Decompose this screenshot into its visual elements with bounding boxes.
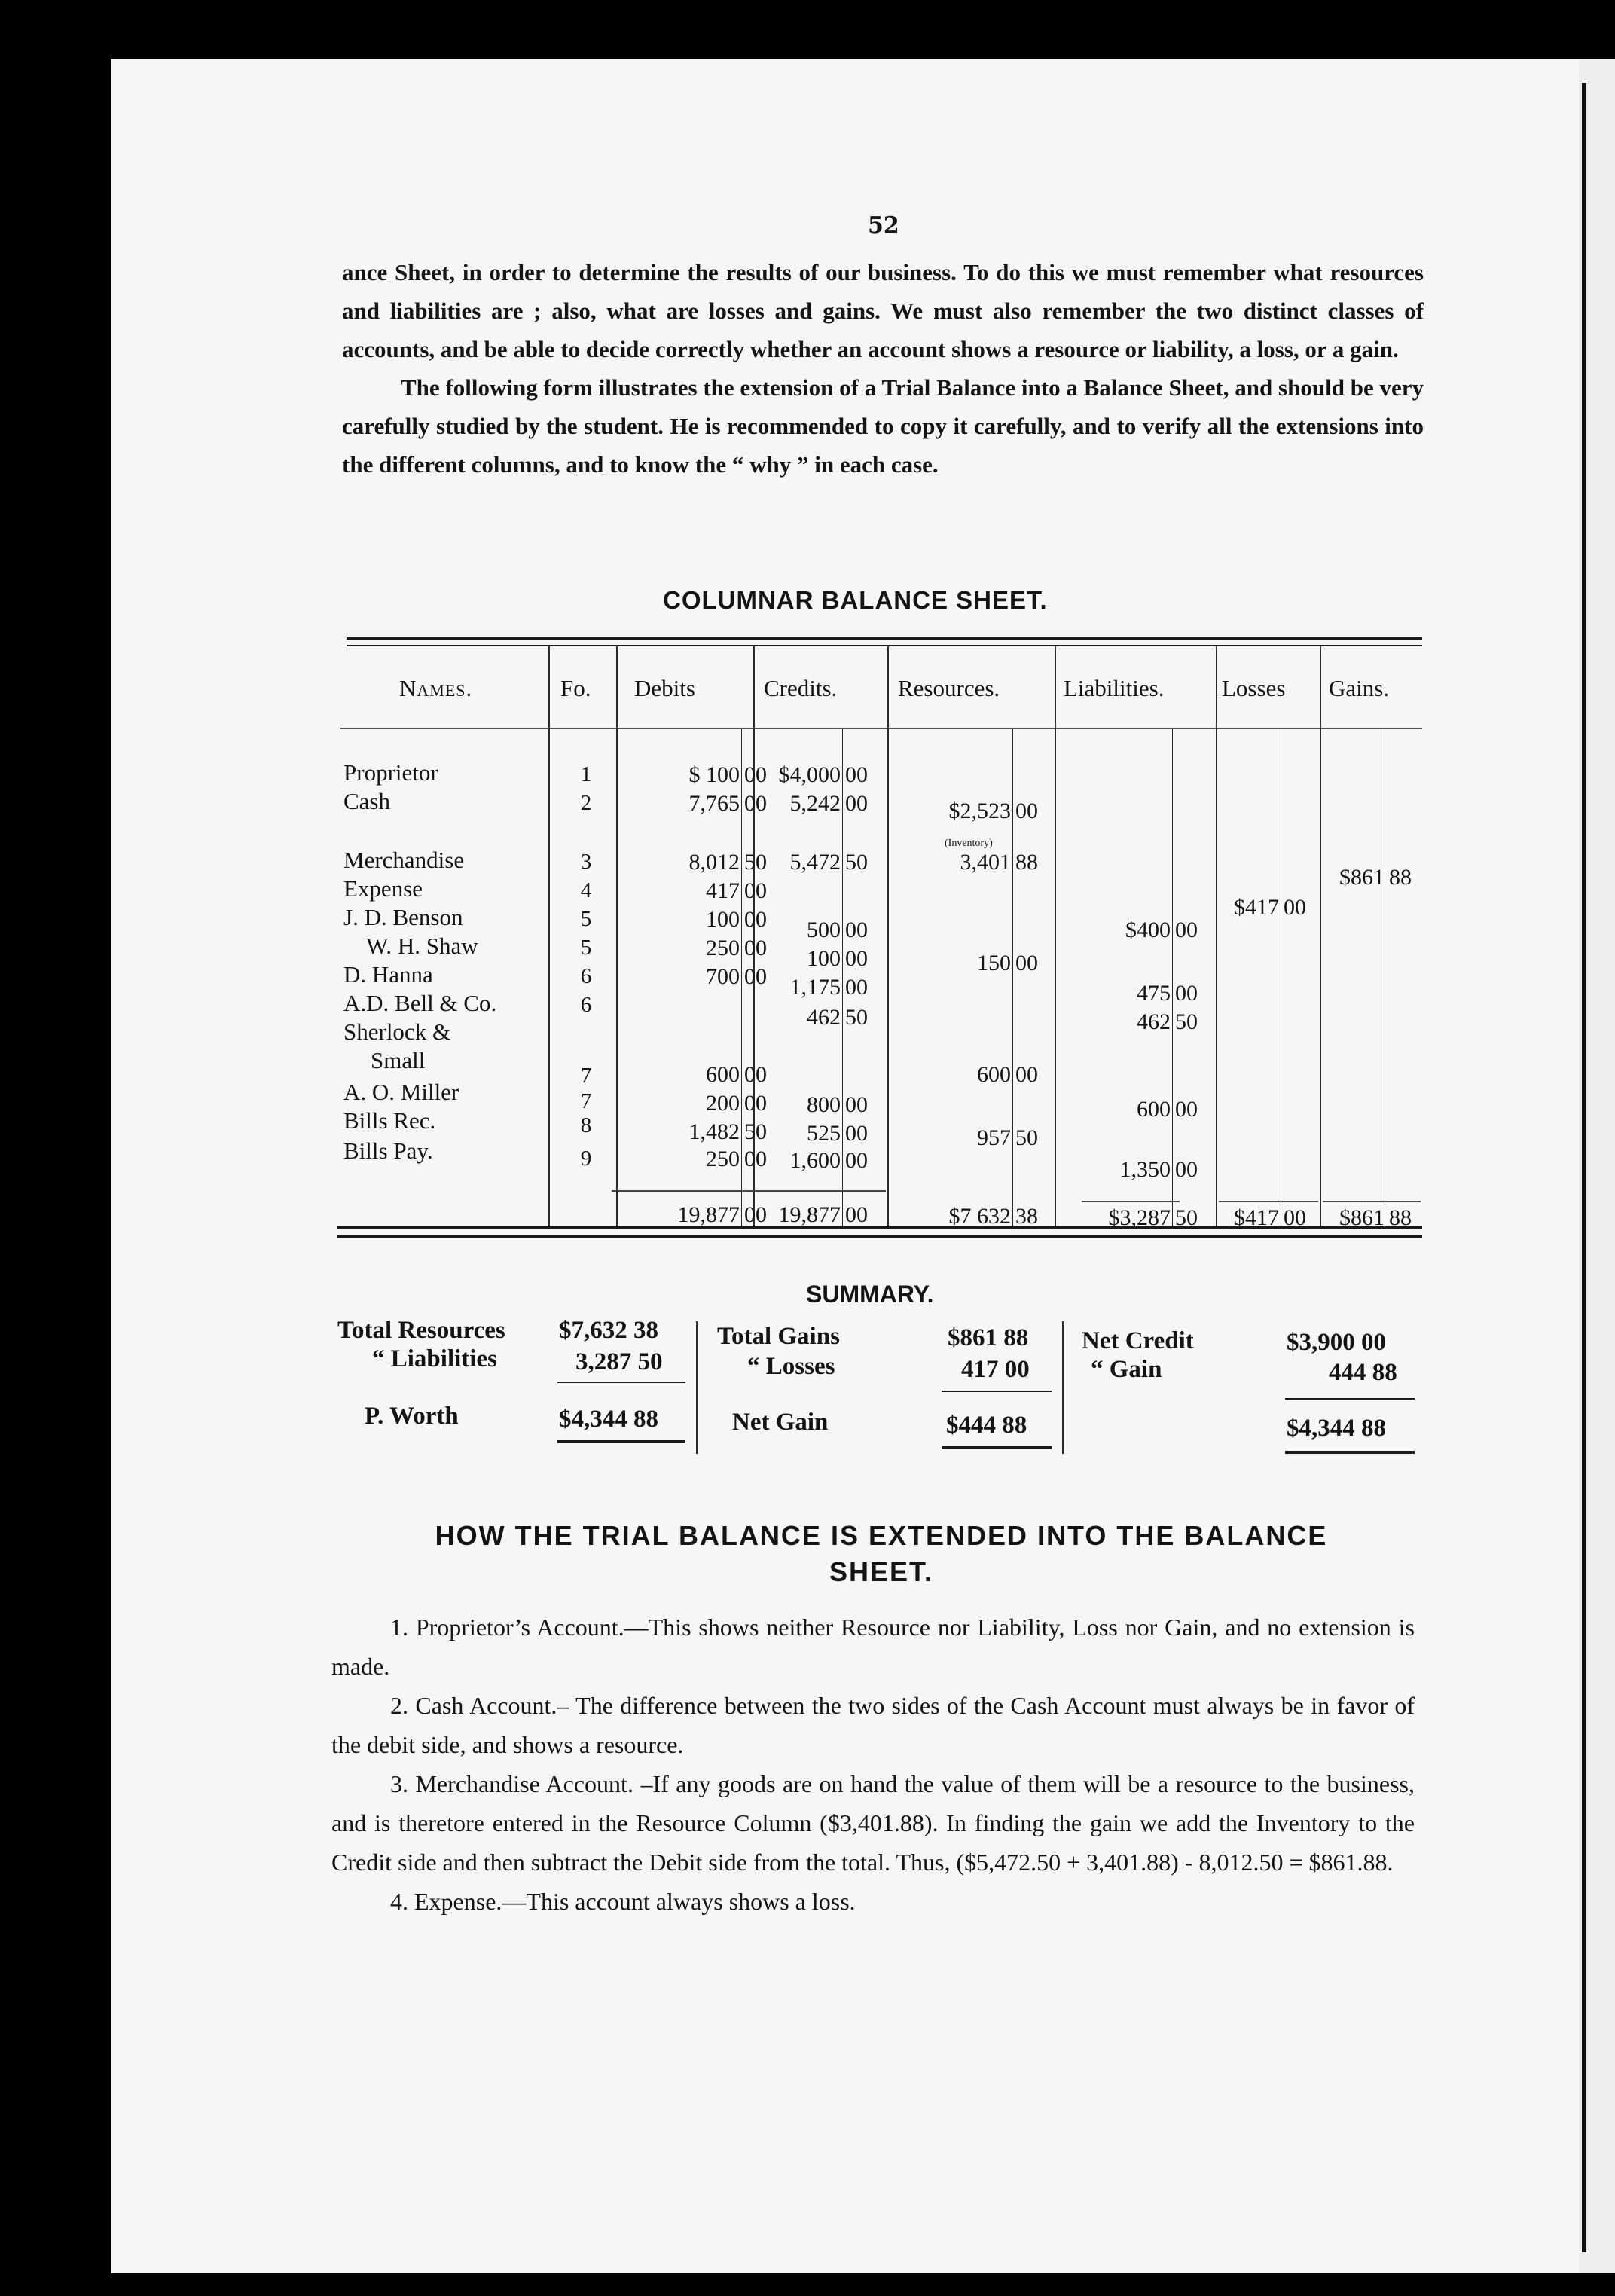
- total-credits: 19,877: [778, 1202, 841, 1227]
- row-credit-cents: 00: [845, 791, 868, 816]
- row-fo: 6: [580, 964, 592, 988]
- row-name-wh-shaw: W. H. Shaw: [366, 933, 478, 959]
- row-fo: 6: [580, 993, 592, 1017]
- row-debit: 250: [706, 1146, 740, 1171]
- row-credit-cents: 00: [845, 975, 868, 1000]
- header-fo: Fo.: [560, 675, 591, 701]
- summary-total-gains-label: Total Gains: [717, 1323, 840, 1350]
- row-liability-cents: 00: [1175, 981, 1198, 1006]
- row-credit-cents: 00: [845, 762, 868, 787]
- row-debit-cents: 00: [744, 762, 767, 787]
- summary-gain: 444 88: [1329, 1359, 1397, 1386]
- row-debit-cents: 00: [744, 907, 767, 932]
- row-debit-cents: 00: [744, 1091, 767, 1116]
- row-debit: 600: [706, 1062, 740, 1087]
- row-name-cash: Cash: [343, 788, 390, 814]
- col-sep-liabilities: [1216, 646, 1217, 1226]
- row-resource-cents: 00: [1015, 798, 1038, 823]
- row-debit: 7,765: [688, 791, 740, 816]
- summary-p-worth: $4,344 88: [559, 1406, 658, 1433]
- row-name-small: Small: [371, 1047, 426, 1073]
- summary-divider-2: [1062, 1321, 1064, 1454]
- row-debit: 200: [706, 1091, 740, 1116]
- summary-total-resources-label: Total Resources: [337, 1317, 505, 1344]
- row-credit: 1,175: [789, 975, 841, 1000]
- summary-losses: 417 00: [961, 1356, 1030, 1383]
- summary-net-credit: $3,900 00: [1287, 1329, 1386, 1356]
- row-liability-cents: 00: [1175, 1097, 1198, 1122]
- row-credit: 1,600: [789, 1148, 841, 1173]
- summary-divider-1: [696, 1321, 698, 1454]
- col-sep-resource-cents: [1012, 729, 1013, 1226]
- explanation-1: 1. Proprietor’s Account.—This shows neither Resource nor Liability, Loss nor Gain, and no extension is made.: [331, 1614, 1415, 1680]
- row-credit-cents: 00: [845, 1092, 868, 1117]
- row-name-d-hanna: D. Hanna: [343, 961, 433, 988]
- row-credit: 525: [807, 1121, 841, 1146]
- row-debit: $ 100: [688, 762, 740, 787]
- row-resource: 957: [977, 1125, 1011, 1150]
- table-bottom-rule-2: [337, 1235, 1422, 1238]
- row-name-ad-bell: A.D. Bell & Co.: [343, 990, 497, 1016]
- row-name-sherlock: Sherlock &: [343, 1018, 451, 1045]
- row-debit-cents: 50: [744, 1119, 767, 1144]
- row-name-expense: Expense: [343, 875, 423, 902]
- page-edge-shadow: [1582, 83, 1586, 2252]
- row-liability: $400: [1125, 917, 1171, 942]
- intro-text: [342, 253, 1424, 484]
- explanation-2: 2. Cash Account.– The difference between the two sides of the Cash Account must always be in favor of the debit side, and shows a resource.: [331, 1692, 1415, 1758]
- row-credit-cents: 50: [845, 1005, 868, 1030]
- loss-total-underline: [1219, 1201, 1318, 1202]
- summary-total-resources: $7,632 38: [559, 1317, 658, 1344]
- row-fo: 7: [580, 1064, 592, 1088]
- header-debits: Debits: [634, 675, 695, 701]
- row-credit-cents: 00: [845, 917, 868, 942]
- col-sep-credit-cents: [842, 729, 843, 1226]
- summary-final-total: $4,344 88: [1287, 1415, 1386, 1442]
- row-debit: 8,012: [688, 850, 740, 875]
- row-resource-cents: 00: [1015, 951, 1038, 975]
- row-liability-cents: 00: [1175, 1157, 1198, 1182]
- col-sep-names: [548, 646, 550, 1226]
- row-credit: 5,472: [789, 850, 841, 875]
- row-fo: 9: [580, 1146, 592, 1171]
- row-credit: 100: [807, 946, 841, 971]
- row-gain-cents: 88: [1389, 865, 1412, 890]
- row-name-proprietor: Proprietor: [343, 759, 438, 786]
- summary-losses-label: “ Losses: [747, 1353, 835, 1380]
- row-fo: 5: [580, 907, 592, 931]
- summary-liabilities-label: “ Liabilities: [372, 1345, 497, 1372]
- how-heading-line-1: HOW THE TRIAL BALANCE IS EXTENDED INTO THE BALANCE: [435, 1520, 1328, 1551]
- summary-double-rule-2: [942, 1446, 1052, 1449]
- total-losses: $417: [1234, 1205, 1279, 1230]
- row-name-merchandise: Merchandise: [343, 847, 465, 873]
- col-sep-fo: [616, 646, 618, 1226]
- header-losses: Losses: [1222, 675, 1286, 701]
- row-debit: 417: [706, 878, 740, 903]
- row-credit: 500: [807, 917, 841, 942]
- page-number: 52: [868, 212, 899, 239]
- row-debit-cents: 00: [744, 1062, 767, 1087]
- row-credit: 5,242: [789, 791, 841, 816]
- row-liability: 462: [1137, 1009, 1171, 1034]
- header-rule: [340, 728, 1422, 729]
- row-debit-cents: 00: [744, 878, 767, 903]
- summary-net-gain-label: Net Gain: [732, 1409, 829, 1436]
- explanations: [331, 1608, 1415, 1921]
- header-names: Names.: [399, 675, 473, 701]
- row-resource: $2,523: [948, 798, 1011, 823]
- row-debit-cents: 00: [744, 964, 767, 989]
- row-loss-cents: 00: [1284, 895, 1306, 920]
- total-debits-cents: 00: [744, 1202, 767, 1227]
- total-debits: 19,877: [677, 1202, 740, 1227]
- row-credit-cents: 00: [845, 946, 868, 971]
- summary-liabilities: 3,287 50: [575, 1348, 663, 1375]
- row-credit: 462: [807, 1005, 841, 1030]
- summary-p-worth-label: P. Worth: [365, 1403, 459, 1430]
- explanation-4: 4. Expense.—This account always shows a loss.: [390, 1888, 856, 1915]
- row-debit: 250: [706, 936, 740, 960]
- row-resource-cents: 50: [1015, 1125, 1038, 1150]
- row-credit: 800: [807, 1092, 841, 1117]
- summary-gain-label: “ Gain: [1091, 1356, 1162, 1383]
- row-liability-cents: 50: [1175, 1009, 1198, 1034]
- row-liability: 600: [1137, 1097, 1171, 1122]
- intro-paragraph-1: ance Sheet, in order to determine the results of our business. To do this we must remember what resources and liabilities are ; also, what are losses and gains. We must also remember the two distinct classes of accounts, and be able to decide correctly whether an account shows a resource or liability, a loss, or a gain.: [342, 259, 1424, 362]
- row-resource: 150: [977, 951, 1011, 975]
- col-sep-credits: [887, 646, 889, 1226]
- how-heading-line-2: SHEET.: [829, 1556, 934, 1587]
- inventory-note: (Inventory): [945, 838, 993, 849]
- summary-total-gains: $861 88: [948, 1324, 1029, 1351]
- row-credit-cents: 50: [845, 850, 868, 875]
- row-debit: 700: [706, 964, 740, 989]
- summary-double-rule: [557, 1440, 685, 1443]
- row-resource: 3,401: [960, 850, 1011, 875]
- row-fo: 7: [580, 1089, 592, 1113]
- debit-total-underline: [612, 1190, 755, 1192]
- total-credits-cents: 00: [845, 1202, 868, 1227]
- col-sep-losses: [1320, 646, 1321, 1226]
- summary-rule-2: [942, 1391, 1052, 1392]
- row-credit-cents: 00: [845, 1121, 868, 1146]
- table-top-rule: [347, 637, 1422, 640]
- total-liabilities: $3,287: [1108, 1205, 1171, 1230]
- credit-total-underline: [753, 1190, 886, 1192]
- row-fo: 2: [580, 791, 592, 815]
- col-sep-debit-cents: [741, 729, 742, 1226]
- row-name-jd-benson: J. D. Benson: [343, 904, 463, 930]
- gain-total-underline: [1323, 1201, 1421, 1202]
- summary-rule: [557, 1382, 685, 1383]
- row-name-bills-pay: Bills Pay.: [343, 1137, 433, 1164]
- header-resources: Resources.: [898, 675, 1000, 701]
- header-liabilities: Liabilities.: [1064, 675, 1165, 701]
- table-top-rule-2: [347, 645, 1422, 646]
- header-credits: Credits.: [764, 675, 838, 701]
- row-resource: 600: [977, 1062, 1011, 1087]
- col-sep-liability-cents: [1172, 729, 1173, 1226]
- row-name-ao-miller: A. O. Miller: [343, 1079, 459, 1105]
- row-liability: 1,350: [1119, 1157, 1171, 1182]
- total-resources-cents: 38: [1015, 1204, 1038, 1229]
- total-gains-cents: 88: [1389, 1205, 1412, 1230]
- total-liabilities-cents: 50: [1175, 1205, 1198, 1230]
- total-resources: $7 632: [948, 1204, 1011, 1229]
- row-debit: 100: [706, 907, 740, 932]
- row-credit: $4,000: [778, 762, 841, 787]
- summary-net-credit-label: Net Credit: [1082, 1327, 1194, 1354]
- row-liability: 475: [1137, 981, 1171, 1006]
- row-debit-cents: 00: [744, 1146, 767, 1171]
- sheet-title: COLUMNAR BALANCE SHEET.: [663, 586, 1048, 614]
- row-resource-cents: 88: [1015, 850, 1038, 875]
- header-gains: Gains.: [1329, 675, 1390, 701]
- col-sep-resources: [1055, 646, 1056, 1226]
- row-credit-cents: 00: [845, 1148, 868, 1173]
- row-debit-cents: 50: [744, 850, 767, 875]
- row-liability-cents: 00: [1175, 917, 1198, 942]
- row-loss: $417: [1234, 895, 1279, 920]
- total-losses-cents: 00: [1284, 1205, 1306, 1230]
- row-debit: 1,482: [688, 1119, 740, 1144]
- summary-title: SUMMARY.: [806, 1281, 934, 1308]
- explanation-3: 3. Merchandise Account. –If any goods are on hand the value of them will be a resource to the business, and is theretore entered in the Resource Column ($3,401.88). In finding the gain we add the Inventory to the Credit side and then subtract the Debit side from the total. Thus, ($5,472.50 + 3,401.88) - 8,012.50 = $861.88.: [331, 1770, 1415, 1876]
- liability-total-underline: [1082, 1201, 1180, 1202]
- row-fo: 5: [580, 936, 592, 960]
- row-debit-cents: 00: [744, 791, 767, 816]
- row-fo: 1: [580, 762, 592, 786]
- intro-paragraph-2: The following form illustrates the extension of a Trial Balance into a Balance Sheet, and should be very carefully studied by the student. He is recommended to copy it carefully, and to verify all the extensions into the different columns, and to know the “ why ” in each case.: [342, 374, 1424, 478]
- row-gain: $861: [1339, 865, 1385, 890]
- row-name-bills-rec: Bills Rec.: [343, 1107, 436, 1134]
- row-fo: 8: [580, 1113, 592, 1137]
- row-fo: 3: [580, 850, 592, 874]
- summary-net-gain: $444 88: [946, 1412, 1027, 1439]
- row-resource-cents: 00: [1015, 1062, 1038, 1087]
- total-gains: $861: [1339, 1205, 1385, 1230]
- row-fo: 4: [580, 878, 592, 902]
- summary-rule-3: [1285, 1398, 1415, 1400]
- row-debit-cents: 00: [744, 936, 767, 960]
- summary-double-rule-3: [1285, 1451, 1415, 1454]
